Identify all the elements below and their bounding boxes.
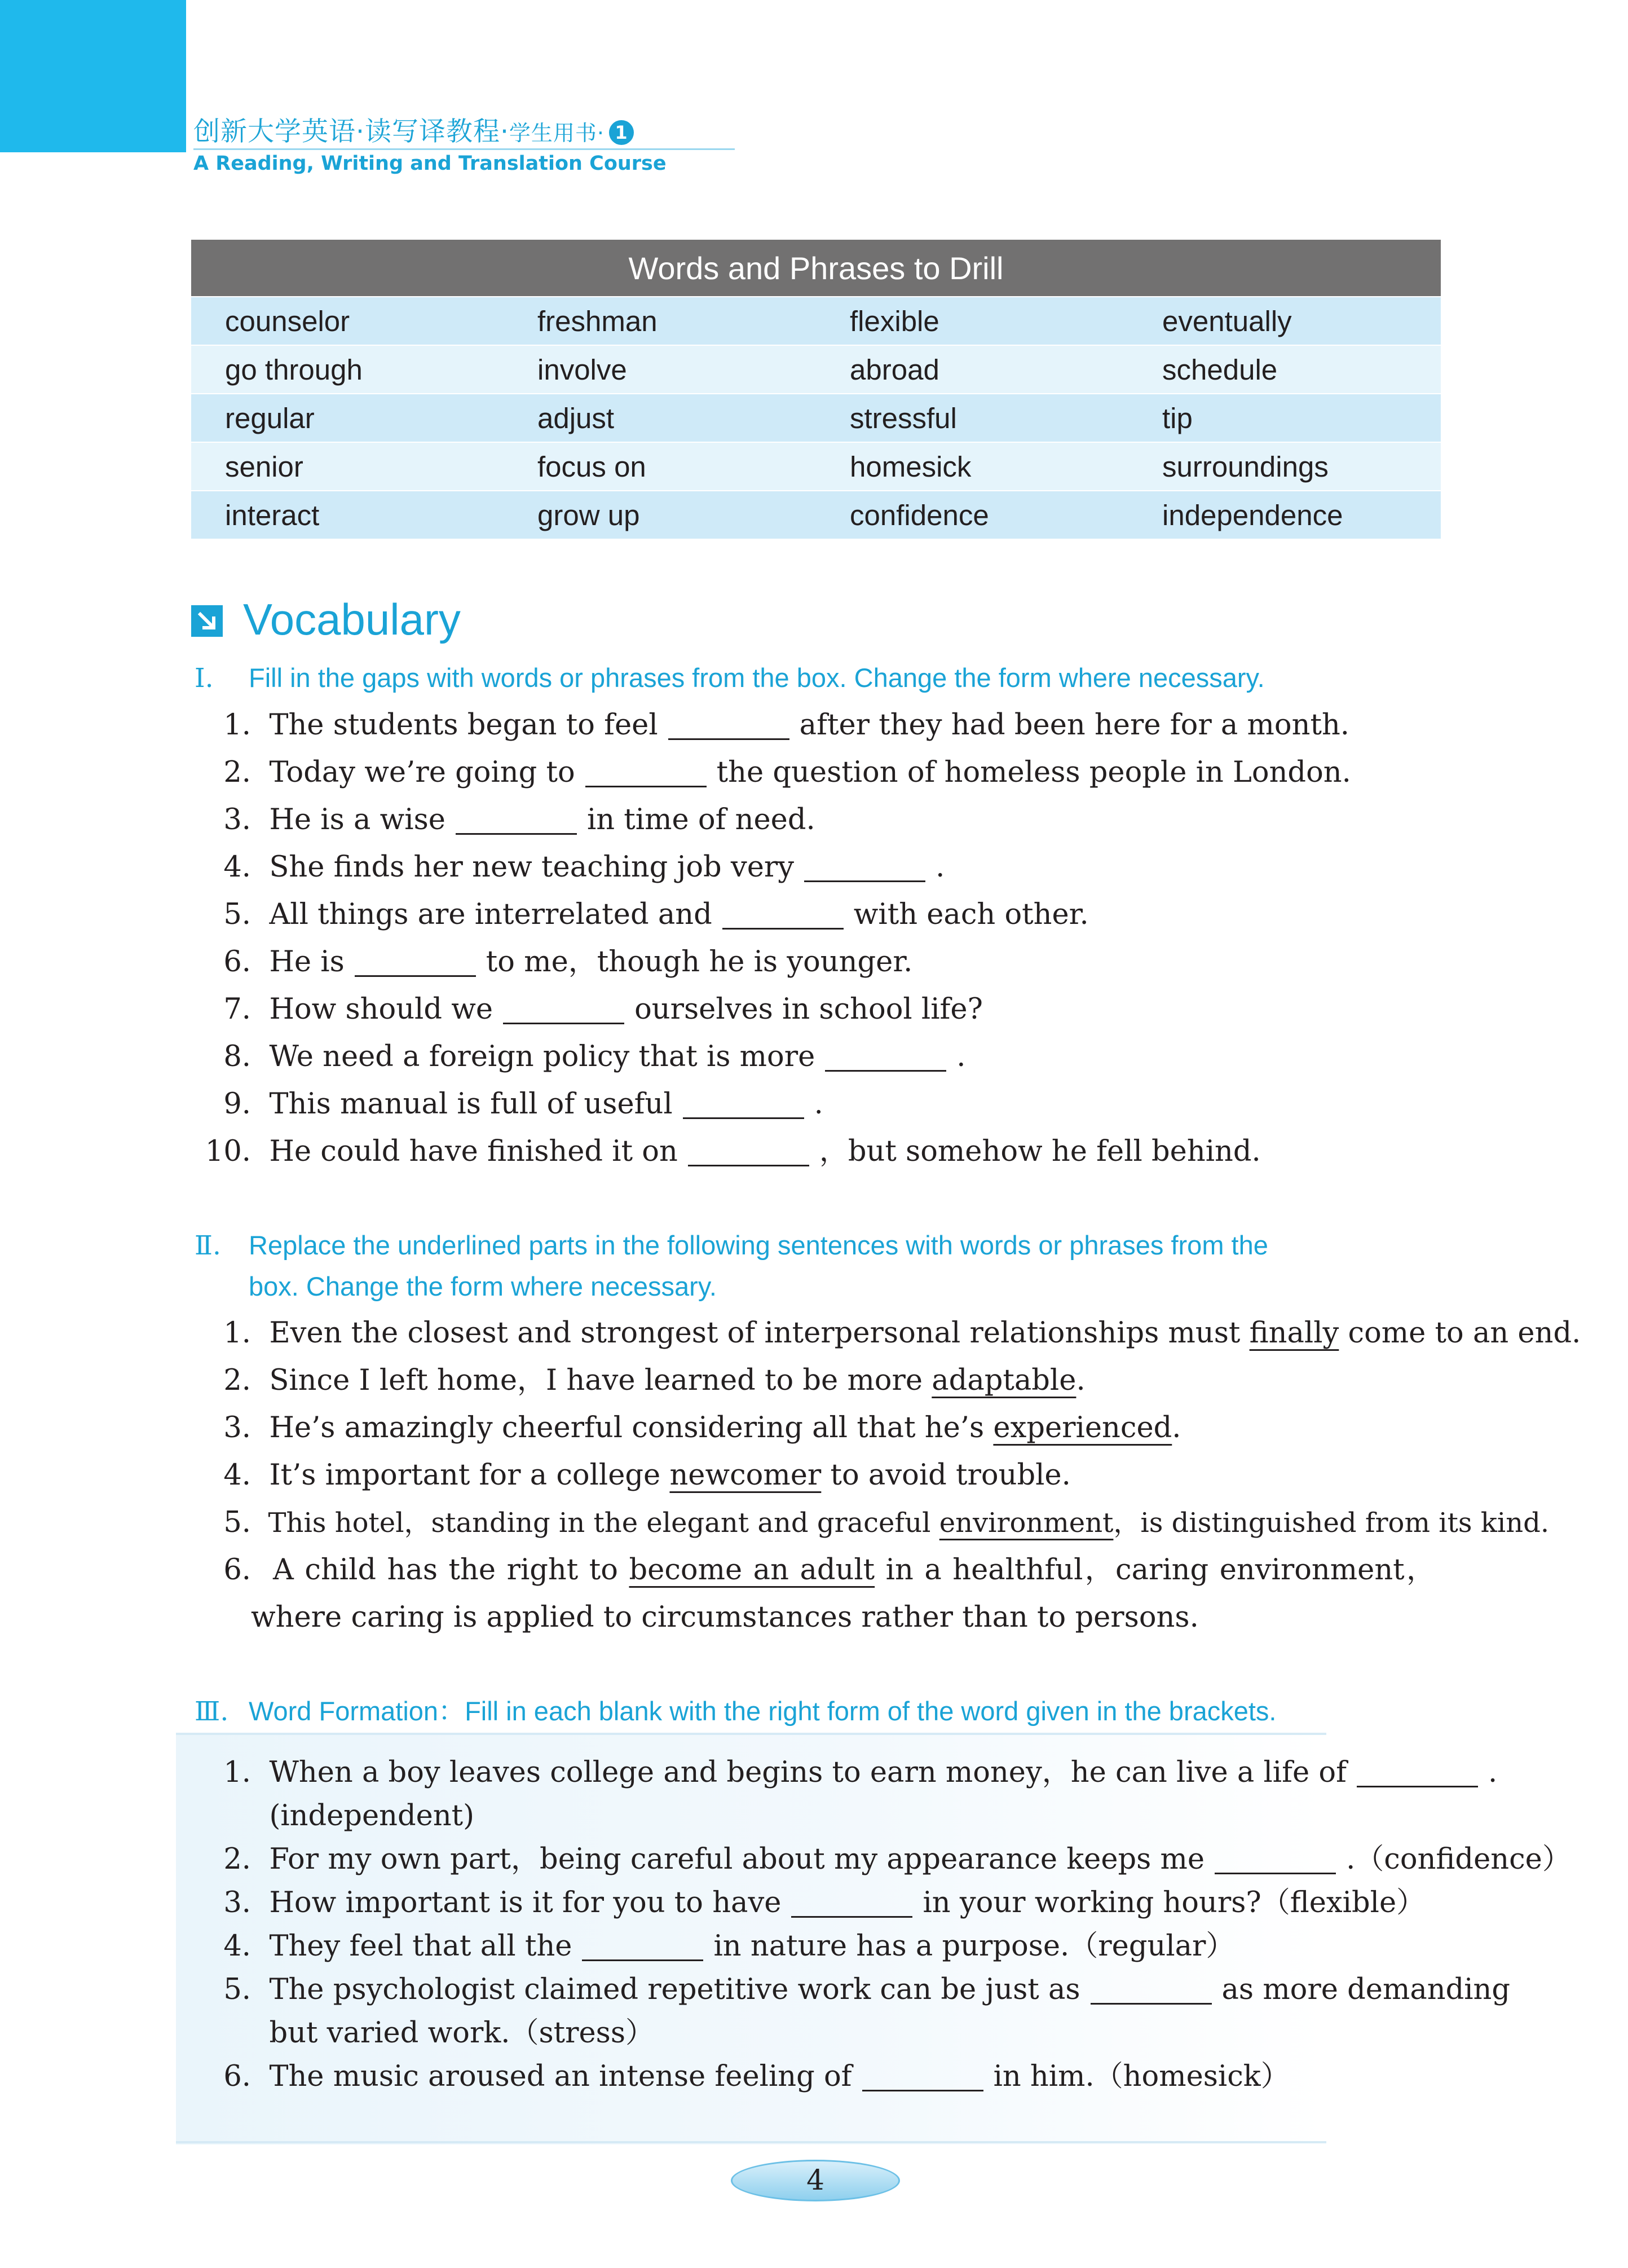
word-cell: focus on — [504, 442, 816, 491]
answer-blank[interactable] — [862, 2058, 983, 2091]
list-item: 4. They feel that all the in nature has a purpose.（regular） — [186, 1925, 1449, 1968]
word-box-title: Words and Phrases to Drill — [191, 240, 1441, 297]
list-item: 6. The music aroused an intense feeling of in him.（homesick） — [186, 2055, 1449, 2098]
list-item: 4. She finds her new teaching job very . — [186, 844, 1449, 891]
underlined-phrase: become an adult — [629, 1553, 875, 1587]
ex3-top-rule — [176, 1733, 1326, 1735]
underlined-phrase: experienced — [993, 1411, 1172, 1445]
word-row — [191, 394, 1441, 442]
list-item: 4. It’s important for a college newcomer to avoid trouble. — [223, 1459, 1071, 1492]
course-subtitle: A Reading, Writing and Translation Course — [193, 152, 667, 175]
list-item: 1. The students began to feel after they had been here for a month. — [186, 702, 1449, 749]
ex3-instruction: Ⅲ. Word Formation：Fill in each blank with the right form of the word given in the brackets. — [195, 1696, 1277, 1727]
word-cell: senior — [191, 442, 504, 491]
list-item: 3. He is a wise in time of need. — [186, 796, 1449, 844]
answer-blank[interactable] — [582, 1928, 703, 1961]
list-item-continuation: (independent) — [269, 1799, 475, 1833]
answer-blank[interactable] — [668, 707, 789, 740]
answer-blank[interactable] — [503, 991, 624, 1024]
answer-blank[interactable] — [791, 1884, 912, 1918]
word-cell: counselor — [191, 297, 504, 345]
list-item: 1. When a boy leaves college and begins to earn money，he can live a life of . — [186, 1751, 1449, 1794]
word-cell: regular — [191, 394, 504, 442]
answer-blank[interactable] — [688, 1133, 809, 1166]
answer-blank[interactable] — [1357, 1754, 1478, 1787]
underlined-phrase: adaptable — [932, 1364, 1076, 1397]
ex1-list — [186, 702, 1449, 1175]
word-box — [191, 240, 1441, 539]
word-cell: stressful — [816, 394, 1128, 442]
ex2-instruction: Ⅱ. Replace the underlined parts in the following sentences with words or phrases from the box. Change the form where necessary. — [195, 1230, 1268, 1301]
list-item: 2. Today we’re going to the question of homeless people in London. — [186, 749, 1449, 796]
list-item: 5. The psychologist claimed repetitive work can be just as as more demanding — [186, 1968, 1449, 2011]
list-item: 8. We need a foreign policy that is more . — [186, 1033, 1449, 1081]
answer-blank[interactable] — [585, 754, 707, 787]
word-cell: tip — [1128, 394, 1441, 442]
arrow-down-right-icon — [191, 605, 223, 637]
word-cell: eventually — [1128, 297, 1441, 345]
word-row — [191, 297, 1441, 345]
word-cell: adjust — [504, 394, 816, 442]
ex2-list — [186, 1310, 1581, 1641]
answer-blank[interactable] — [804, 849, 925, 882]
underlined-phrase: environment — [939, 1507, 1114, 1539]
ex3-bottom-rule — [176, 2141, 1326, 2143]
answer-blank[interactable] — [825, 1038, 946, 1072]
list-item: 2. For my own part，being careful about my appearance keeps me .（confidence） — [186, 1838, 1449, 1881]
list-item: 6. He is to me，though he is younger. — [186, 939, 1449, 986]
word-cell: flexible — [816, 297, 1128, 345]
header-rule — [193, 148, 735, 150]
list-item-continuation: but varied work.（stress） — [269, 2016, 655, 2050]
section-title: Vocabulary — [191, 594, 461, 645]
corner-accent-block — [0, 0, 186, 152]
ex3-list — [186, 1751, 1571, 2098]
word-cell: freshman — [504, 297, 816, 345]
answer-blank[interactable] — [722, 896, 844, 930]
list-item: 3. He’s amazingly cheerful considering all that he’s experienced. — [223, 1411, 1181, 1445]
word-cell: surroundings — [1128, 442, 1441, 491]
word-row — [191, 442, 1441, 491]
page-number: 4 — [731, 2160, 900, 2201]
list-item: 10. He could have finished it on ，but somehow he fell behind. — [186, 1128, 1449, 1175]
answer-blank[interactable] — [456, 801, 577, 835]
word-cell: grow up — [504, 491, 816, 539]
word-row — [191, 345, 1441, 394]
list-item: 3. How important is it for you to have in your working hours?（flexible） — [186, 1881, 1449, 1925]
answer-blank[interactable] — [355, 944, 476, 977]
underlined-phrase: newcomer — [669, 1459, 822, 1492]
word-cell: homesick — [816, 442, 1128, 491]
word-cell: go through — [191, 345, 504, 394]
answer-blank[interactable] — [1215, 1841, 1336, 1874]
word-cell: independence — [1128, 491, 1441, 539]
series-title: 创新大学英语·读写译教程·学生用书· 1 — [193, 111, 634, 148]
answer-blank[interactable] — [683, 1086, 804, 1119]
answer-blank[interactable] — [1091, 1971, 1212, 2005]
list-item: 9. This manual is full of useful . — [186, 1081, 1449, 1128]
underlined-phrase: finally — [1249, 1316, 1339, 1350]
word-cell: schedule — [1128, 345, 1441, 394]
list-item: 6. A child has the right to become an adult in a healthful，caring environment，where caring is applied to circumstances rather than to persons. — [223, 1553, 1435, 1634]
word-row — [191, 491, 1441, 539]
word-cell: abroad — [816, 345, 1128, 394]
list-item: 7. How should we ourselves in school life? — [186, 986, 1449, 1033]
list-item: 5. All things are interrelated and with each other. — [186, 891, 1449, 939]
ex1-instruction: Ⅰ. Fill in the gaps with words or phrases from the box. Change the form where necessary. — [195, 663, 1265, 694]
volume-badge: 1 — [609, 120, 634, 145]
word-cell: interact — [191, 491, 504, 539]
list-item: 5. This hotel，standing in the elegant and graceful environment，is distinguished from its kind. — [223, 1506, 1550, 1539]
list-item: 1. Even the closest and strongest of interpersonal relationships must finally come to an end. — [223, 1316, 1581, 1350]
list-item: 2. Since I left home，I have learned to be more adaptable. — [223, 1364, 1086, 1397]
word-cell: confidence — [816, 491, 1128, 539]
word-cell: involve — [504, 345, 816, 394]
